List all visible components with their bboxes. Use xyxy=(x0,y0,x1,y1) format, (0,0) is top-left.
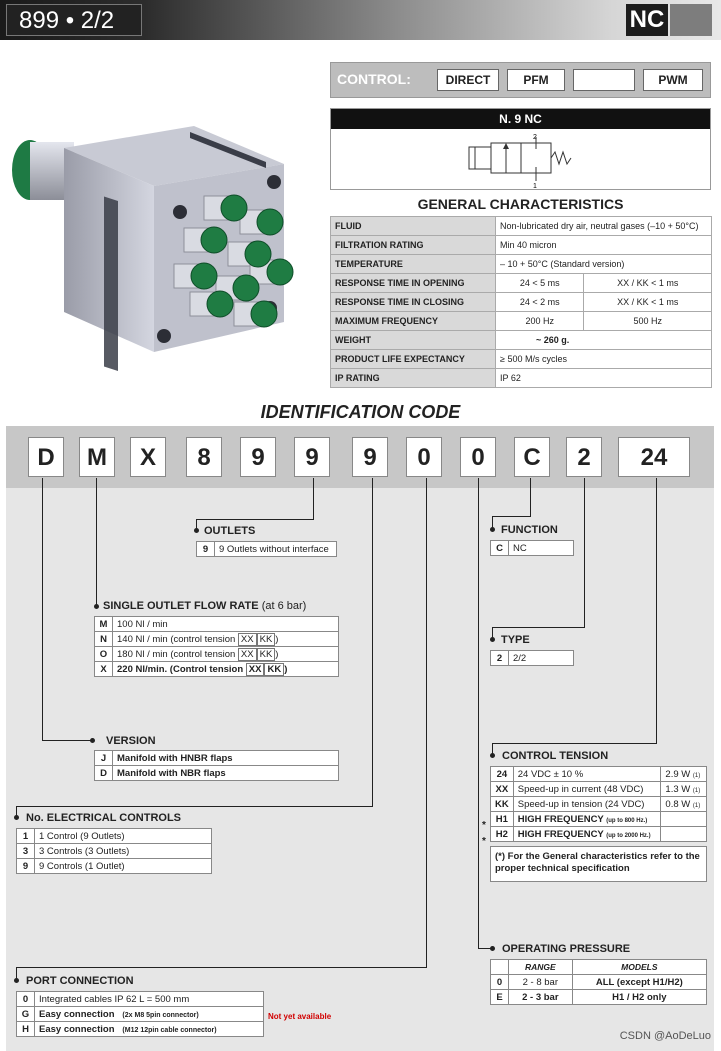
version-title: VERSION xyxy=(106,735,156,747)
table-row: 24 24 VDC ± 10 % 2.9 W (1) xyxy=(491,767,707,782)
nc-badge: NC xyxy=(626,4,668,36)
table-row: 9 9 Controls (1 Outlet) xyxy=(17,859,212,874)
port-bottom: 1 xyxy=(533,183,537,189)
port-top: 2 xyxy=(533,134,537,141)
star-marker: * xyxy=(482,820,486,831)
table-row: RANGE MODELS xyxy=(491,960,707,975)
electrical-controls-table xyxy=(16,828,212,874)
table-row: 3 3 Controls (3 Outlets) xyxy=(17,844,212,859)
type-table xyxy=(490,650,574,666)
table-row: 9 9 Outlets without interface xyxy=(197,542,337,557)
table-row: 0 Integrated cables IP 62 L = 500 mm xyxy=(17,992,264,1007)
code-digit: 24 xyxy=(618,437,690,477)
star-marker: * xyxy=(482,836,486,847)
bullet-dot xyxy=(490,637,495,642)
product-code: 899 • 2/2 xyxy=(6,4,142,36)
table-row: H2 HIGH FREQUENCY (up to 2000 Hz.) xyxy=(491,827,707,842)
bullet-dot xyxy=(194,528,199,533)
valve-symbol-box xyxy=(330,108,711,190)
bullet-dot xyxy=(90,738,95,743)
symbol-title: N. 9 NC xyxy=(331,109,710,129)
control-pwm: PWM xyxy=(643,69,703,91)
function-title: FUNCTION xyxy=(501,524,558,536)
table-row: IP RATING IP 62 xyxy=(331,369,712,388)
table-row: MAXIMUM FREQUENCY 200 Hz 500 Hz xyxy=(331,312,712,331)
code-digit: D xyxy=(28,437,64,477)
bullet-dot xyxy=(94,604,99,609)
table-row: N 140 Nl / min (control tension XX KK ) xyxy=(95,632,339,647)
general-characteristics-table xyxy=(330,216,712,388)
table-row: TEMPERATURE – 10 + 50°C (Standard version) xyxy=(331,255,712,274)
control-label: CONTROL: xyxy=(337,71,411,87)
table-row: RESPONSE TIME IN CLOSING 24 < 2 ms XX / KK < 1 ms xyxy=(331,293,712,312)
table-row: E 2 - 3 bar H1 / H2 only xyxy=(491,990,707,1005)
bullet-dot xyxy=(490,527,495,532)
type-title: TYPE xyxy=(501,634,530,646)
valve-product-image xyxy=(4,112,324,372)
code-digit: 0 xyxy=(406,437,442,477)
code-digit: X xyxy=(130,437,166,477)
control-pfm: PFM xyxy=(507,69,565,91)
watermark-footer: CSDN @AoDeLuo xyxy=(619,1030,711,1042)
table-row: J Manifold with HNBR flaps xyxy=(95,751,339,766)
not-available-note: Not yet available xyxy=(268,1012,332,1021)
operating-pressure-title: OPERATING PRESSURE xyxy=(502,943,631,955)
flow-rate-table xyxy=(94,616,339,677)
code-digit: M xyxy=(79,437,115,477)
table-row: G Easy connection (2x M8 5pin connector) xyxy=(17,1007,264,1022)
header-square xyxy=(670,4,712,36)
function-table xyxy=(490,540,574,556)
version-table xyxy=(94,750,339,781)
table-row: O 180 Nl / min (control tension XX KK ) xyxy=(95,647,339,662)
table-row: 2 2/2 xyxy=(491,651,574,666)
operating-pressure-table xyxy=(490,959,707,1005)
outlets-title: OUTLETS xyxy=(204,525,256,537)
table-row: H Easy connection (M12 12pin cable connector) xyxy=(17,1022,264,1037)
general-characteristics-title: GENERAL CHARACTERISTICS xyxy=(417,196,624,212)
bullet-dot xyxy=(14,815,19,820)
table-row: C NC xyxy=(491,541,574,556)
control-bar xyxy=(330,62,711,98)
code-digit: 9 xyxy=(352,437,388,477)
code-digit: 2 xyxy=(566,437,602,477)
code-digit: 0 xyxy=(460,437,496,477)
table-row: PRODUCT LIFE EXPECTANCY ≥ 500 M/s cycles xyxy=(331,350,712,369)
table-row: D Manifold with NBR flaps xyxy=(95,766,339,781)
table-row: M 100 Nl / min xyxy=(95,617,339,632)
table-row: XX Speed-up in current (48 VDC) 1.3 W (1) xyxy=(491,782,707,797)
electrical-controls-title: No. ELECTRICAL CONTROLS xyxy=(26,812,182,824)
bullet-dot xyxy=(490,753,495,758)
table-row: 0 2 - 8 bar ALL (except H1/H2) xyxy=(491,975,707,990)
control-empty xyxy=(573,69,635,91)
code-digit: 8 xyxy=(186,437,222,477)
valve-symbol xyxy=(461,133,581,189)
port-connection-table xyxy=(16,991,264,1037)
control-tension-title: CONTROL TENSION xyxy=(502,750,609,762)
table-row: 1 1 Control (9 Outlets) xyxy=(17,829,212,844)
table-row: H1 HIGH FREQUENCY (up to 800 Hz.) xyxy=(491,812,707,827)
identification-code-title: IDENTIFICATION CODE xyxy=(260,402,461,422)
table-row: WEIGHT ~ 260 g. xyxy=(331,331,712,350)
flow-rate-title: SINGLE OUTLET FLOW RATE (at 6 bar) xyxy=(103,600,307,612)
table-row: RESPONSE TIME IN OPENING 24 < 5 ms XX / KK < 1 ms xyxy=(331,274,712,293)
tension-note: (*) For the General characteristics refer to the proper technical specification xyxy=(490,846,707,882)
table-row: FLUID Non-lubricated dry air, neutral gases (–10 + 50°C) xyxy=(331,217,712,236)
outlets-table xyxy=(196,541,337,557)
table-row: X 220 Nl/min. (Control tension XX KK ) xyxy=(95,662,339,677)
code-digit: C xyxy=(514,437,550,477)
port-connection-title: PORT CONNECTION xyxy=(26,975,134,987)
table-row: FILTRATION RATING Min 40 micron xyxy=(331,236,712,255)
table-row: KK Speed-up in tension (24 VDC) 0.8 W (1) xyxy=(491,797,707,812)
bullet-dot xyxy=(14,978,19,983)
control-direct: DIRECT xyxy=(437,69,499,91)
control-tension-table xyxy=(490,766,707,842)
code-digit: 9 xyxy=(294,437,330,477)
code-digit: 9 xyxy=(240,437,276,477)
bullet-dot xyxy=(490,946,495,951)
